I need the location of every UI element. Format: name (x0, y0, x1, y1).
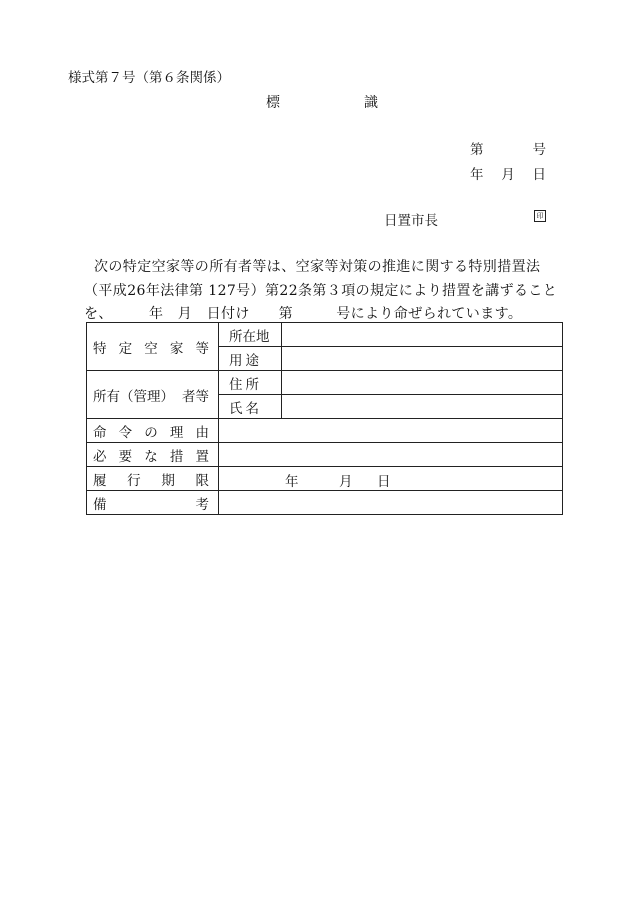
label-address: 住 所 (219, 371, 282, 395)
table-row (87, 371, 563, 395)
deadline-month: 月 (339, 474, 353, 490)
table-row (87, 491, 563, 515)
label-remarks: 備 考 (87, 491, 219, 515)
label-location: 所在地 (219, 323, 282, 347)
seal-mark: 印 (534, 210, 546, 222)
label-required-measures: 必 要 な 措 置 (87, 443, 219, 467)
title-char-2: 識 (364, 95, 378, 111)
document-title (258, 92, 378, 112)
document-number (470, 138, 546, 158)
issuer: 日置市長 (384, 213, 438, 229)
table-row (87, 467, 563, 491)
label-usage: 用 途 (219, 347, 282, 371)
doc-no-prefix: 第 (470, 142, 484, 158)
value-deadline (219, 467, 563, 491)
deadline-year: 年 (285, 474, 299, 490)
body-line-1: 次の特定空家等の所有者等は、空家等対策の推進に関する特別措置法 (94, 259, 541, 275)
label-name: 氏 名 (219, 395, 282, 419)
value-order-reason (219, 419, 563, 443)
value-address (282, 371, 563, 395)
doc-no-suffix: 号 (532, 142, 546, 158)
body-line-2: （平成26年法律第 127号）第22条第３項の規定により措置を講ずること (84, 283, 558, 299)
value-usage (282, 347, 563, 371)
date-month: 月 (501, 167, 515, 183)
value-location (282, 323, 563, 347)
table-row (87, 323, 563, 347)
value-required-measures (219, 443, 563, 467)
table-row (87, 419, 563, 443)
document-date (470, 163, 546, 183)
form-number: 様式第７号（第６条関係） (68, 70, 230, 86)
label-deadline: 履 行 期 限 (87, 467, 219, 491)
table-row (87, 443, 563, 467)
label-order-reason: 命 令 の 理 由 (87, 419, 219, 443)
body-line-3: を、 年 月 日付け 第 号により命ぜられています。 (84, 306, 523, 322)
info-table (86, 322, 563, 515)
deadline-day: 日 (377, 474, 391, 490)
date-year: 年 (470, 167, 484, 183)
date-day: 日 (532, 167, 546, 183)
label-specified-vacant-house: 特 定 空 家 等 (87, 323, 219, 371)
title-char-1: 標 (266, 95, 280, 111)
value-remarks (219, 491, 563, 515)
value-name (282, 395, 563, 419)
label-owner: 所有（管理） 者等 (87, 371, 219, 419)
